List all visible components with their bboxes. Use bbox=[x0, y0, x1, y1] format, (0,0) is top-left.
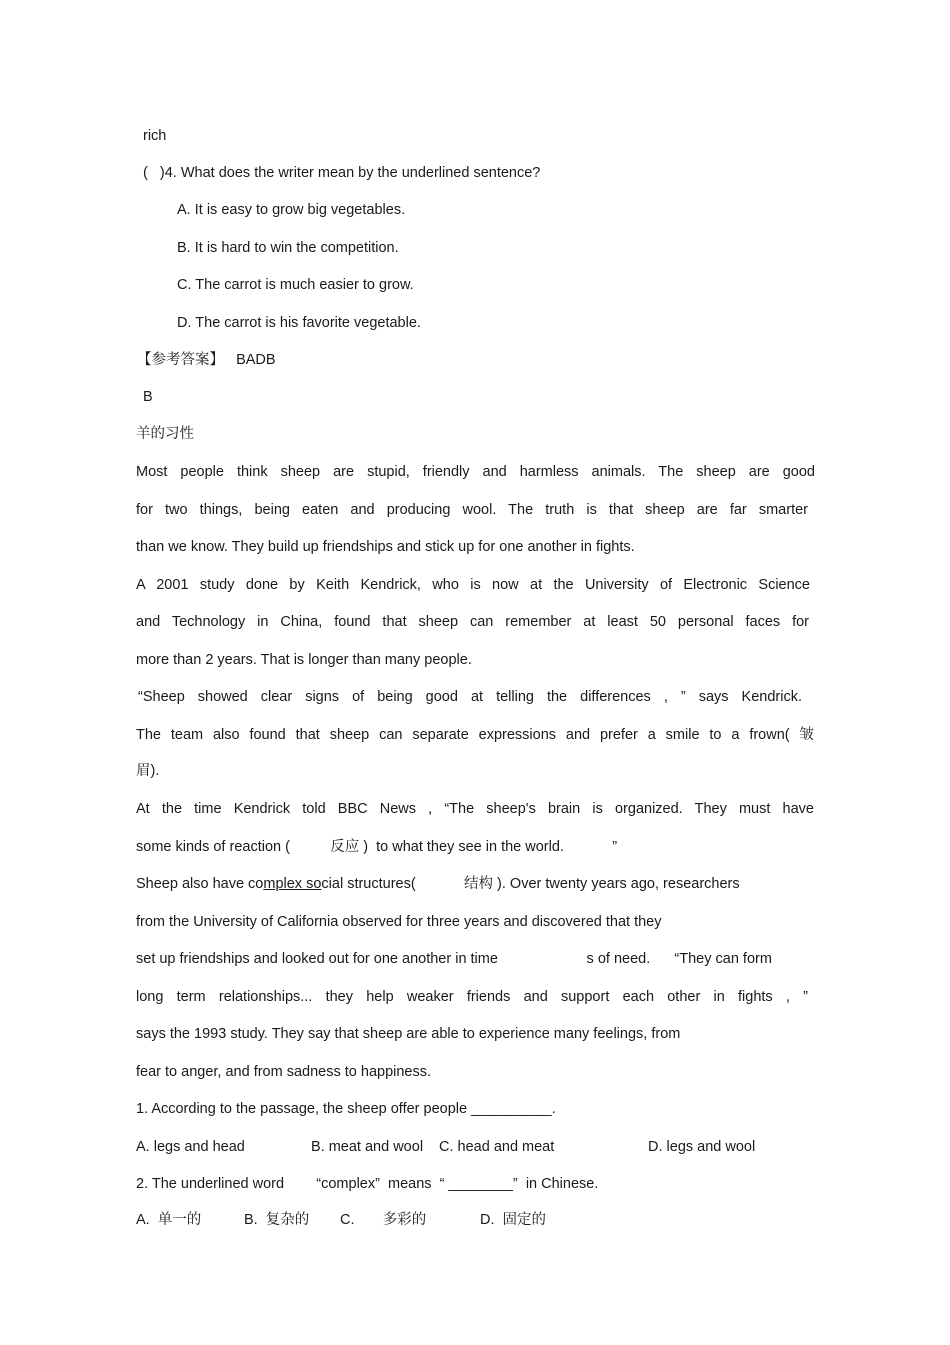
p5-line-1: Sheep also have complex social structures( 结构 ). Over twenty years ago, researchers bbox=[136, 876, 740, 892]
p1-line-3: than we know. They build up friendships and stick up for one another in fights. bbox=[136, 539, 635, 555]
p2-line-3: more than 2 years. That is longer than many people. bbox=[136, 652, 472, 668]
question-1-stem: 1. According to the passage, the sheep offer people __________. bbox=[136, 1101, 556, 1117]
p1-line-2: for two things, being eaten and producing wool. The truth is that sheep are far smarter bbox=[136, 502, 808, 518]
question-4-stem: ( )4. What does the writer mean by the underlined sentence? bbox=[143, 165, 541, 181]
prev-passage-tail: rich bbox=[143, 128, 167, 144]
q4-option-c: C. The carrot is much easier to grow. bbox=[177, 277, 414, 293]
p1-line-1: Most people think sheep are stupid, friendly and harmless animals. The sheep are good bbox=[136, 464, 815, 480]
p4-line-2: some kinds of reaction ( 反应 ) to what they see in the world. ” bbox=[136, 839, 618, 855]
p3-line-3: 眉). bbox=[136, 763, 160, 779]
passage-title: 羊的习性 bbox=[136, 426, 194, 442]
answer-key bbox=[137, 351, 276, 369]
answer-value: BADB bbox=[236, 352, 276, 368]
q4-option-d: D. The carrot is his favorite vegetable. bbox=[177, 315, 421, 331]
q4-option-a: A. It is easy to grow big vegetables. bbox=[177, 202, 406, 218]
q1-option-d: D. legs and wool bbox=[648, 1139, 756, 1155]
question-2-stem: 2. The underlined word “complex” means “ ________” in Chinese. bbox=[136, 1176, 599, 1192]
p5-line-6: fear to anger, and from sadness to happiness. bbox=[136, 1064, 432, 1080]
q1-option-b: B. meat and wool bbox=[311, 1139, 424, 1155]
q1-option-a: A. legs and head bbox=[136, 1139, 245, 1155]
q1-option-c: C. head and meat bbox=[439, 1139, 555, 1155]
p5-line-3: set up friendships and looked out for one another in time s of need. “They can form bbox=[136, 951, 772, 967]
p4-line-1: At the time Kendrick told BBC News , “The sheep's brain is organized. They must have bbox=[136, 801, 814, 817]
p3-line-1: “Sheep showed clear signs of being good at telling the differences , ” says Kendrick. bbox=[138, 689, 802, 705]
q2-option-c: C. 多彩的 bbox=[340, 1212, 427, 1228]
q2-option-a: A. 单一的 bbox=[136, 1212, 202, 1228]
underlined-word: mplex so bbox=[263, 876, 322, 892]
q2-option-b: B. 复杂的 bbox=[244, 1212, 310, 1228]
p5-line-2: from the University of California observed for three years and discovered that they bbox=[136, 914, 662, 930]
q2-option-d: D. 固定的 bbox=[480, 1212, 547, 1228]
p5-line-5: says the 1993 study. They say that sheep are able to experience many feelings, from bbox=[136, 1026, 681, 1042]
p3-line-2: The team also found that sheep can separate expressions and prefer a smile to a frown( 皱 bbox=[136, 727, 814, 743]
section-letter: B bbox=[143, 389, 153, 405]
answer-label: 【参考答案】 bbox=[137, 352, 224, 368]
p5-line-4: long term relationships... they help weaker friends and support each other in fights , ” bbox=[136, 989, 808, 1005]
p2-line-2: and Technology in China, found that sheep can remember at least 50 personal faces for bbox=[136, 614, 809, 630]
p2-line-1: A 2001 study done by Keith Kendrick, who is now at the University of Electronic Science bbox=[136, 577, 810, 593]
q4-option-b: B. It is hard to win the competition. bbox=[177, 240, 399, 256]
